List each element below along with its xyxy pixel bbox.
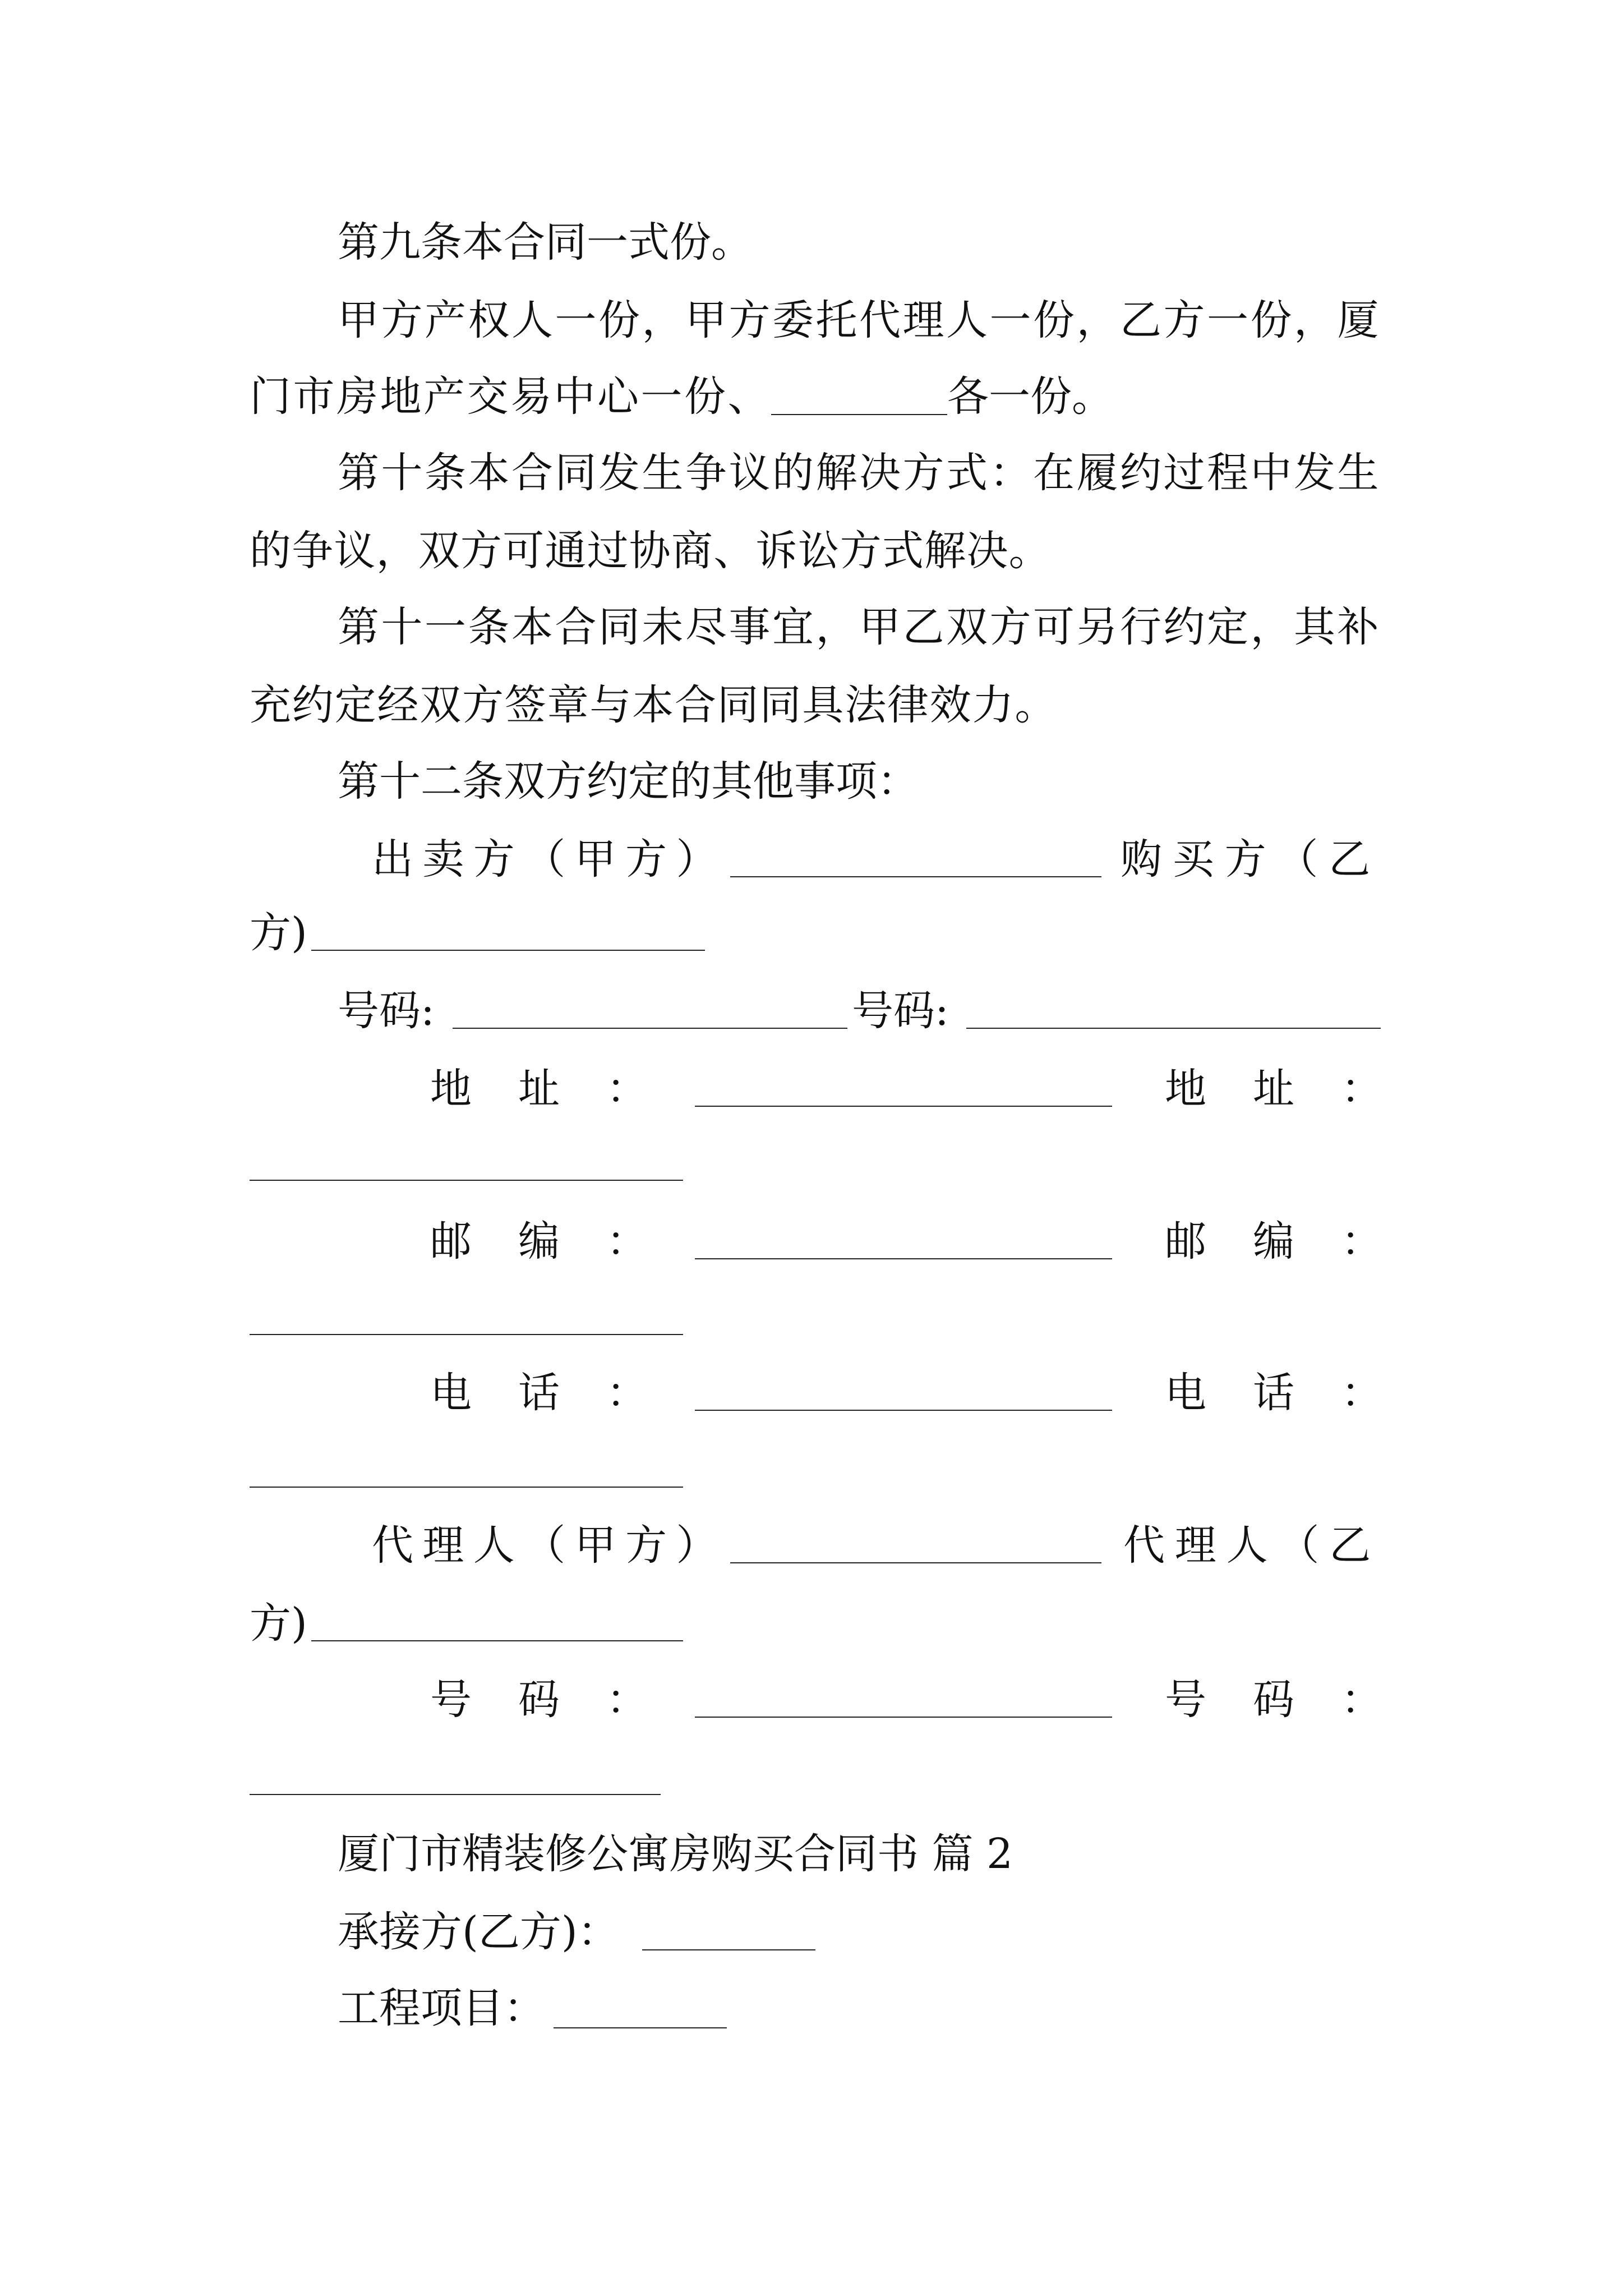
section2-title: 厦门市精装修公寓房购买合同书 篇 2 [338,1830,1013,1878]
buyer-address-blank [250,1180,683,1181]
buyer-phone-blank [250,1487,683,1488]
contractor-blank [642,1949,815,1950]
seller-address-label: 地址： [430,1065,694,1113]
seller-id-label: 号码: [338,987,435,1035]
contractor-label: 承接方(乙方)： [338,1908,619,1956]
project-blank [554,2027,727,2028]
project-label: 工程项目： [338,1984,545,2032]
article10-line2: 的争议，双方可通过协商、诉讼方式解决。 [250,527,1051,575]
buyer-id-label: 号码: [852,987,949,1035]
buyer-postcode-label: 邮编： [1165,1217,1429,1266]
seller-postcode-label: 邮编： [430,1217,694,1266]
seller-id-blank [453,1028,847,1029]
seller-address-blank [695,1106,1112,1107]
seller-postcode-blank [695,1258,1112,1259]
seller-agent-id-blank [695,1717,1112,1718]
article9-text: 第九条本合同一式份。 [338,218,753,266]
buyer-label: 购买方（乙 [1121,835,1381,884]
buyer-phone-label: 电话： [1165,1369,1429,1417]
buyer-agent-blank [311,1640,683,1641]
seller-phone-blank [695,1410,1112,1411]
buyer-address-label: 地址： [1165,1065,1429,1113]
copies-blank-line [771,414,947,415]
buyer-agent-label-cont: 方) [250,1599,307,1648]
seller-agent-blank [730,1562,1101,1563]
copies-line2-after: 各一份。 [947,372,1113,421]
buyer-agent-id-blank [250,1794,661,1795]
buyer-agent-label: 代理人（乙 [1123,1521,1381,1570]
seller-signature-blank [730,876,1101,877]
seller-agent-id-label: 号码： [430,1676,694,1724]
copies-line2-before: 门市房地产交易中心一份、 [250,372,771,421]
seller-phone-label: 电话： [430,1369,694,1417]
article12-text: 第十二条双方约定的其他事项： [338,757,919,806]
seller-label: 出卖方（甲方） [372,835,727,884]
buyer-agent-id-label: 号码： [1165,1676,1429,1724]
article10-line1: 第十条本合同发生争议的解决方式：在履约过程中发生 [338,449,1381,497]
seller-agent-label: 代理人（甲方） [372,1521,727,1570]
article11-line2: 充约定经双方签章与本合同同具法律效力。 [250,681,1058,729]
buyer-signature-blank [311,950,705,951]
buyer-label-cont: 方) [250,909,307,957]
buyer-id-blank [966,1028,1381,1029]
copies-line1: 甲方产权人一份，甲方委托代理人一份，乙方一份，厦 [338,296,1381,344]
article11-line1: 第十一条本合同未尽事宜，甲乙双方可另行约定，其补 [338,603,1381,651]
buyer-postcode-blank [250,1334,683,1335]
